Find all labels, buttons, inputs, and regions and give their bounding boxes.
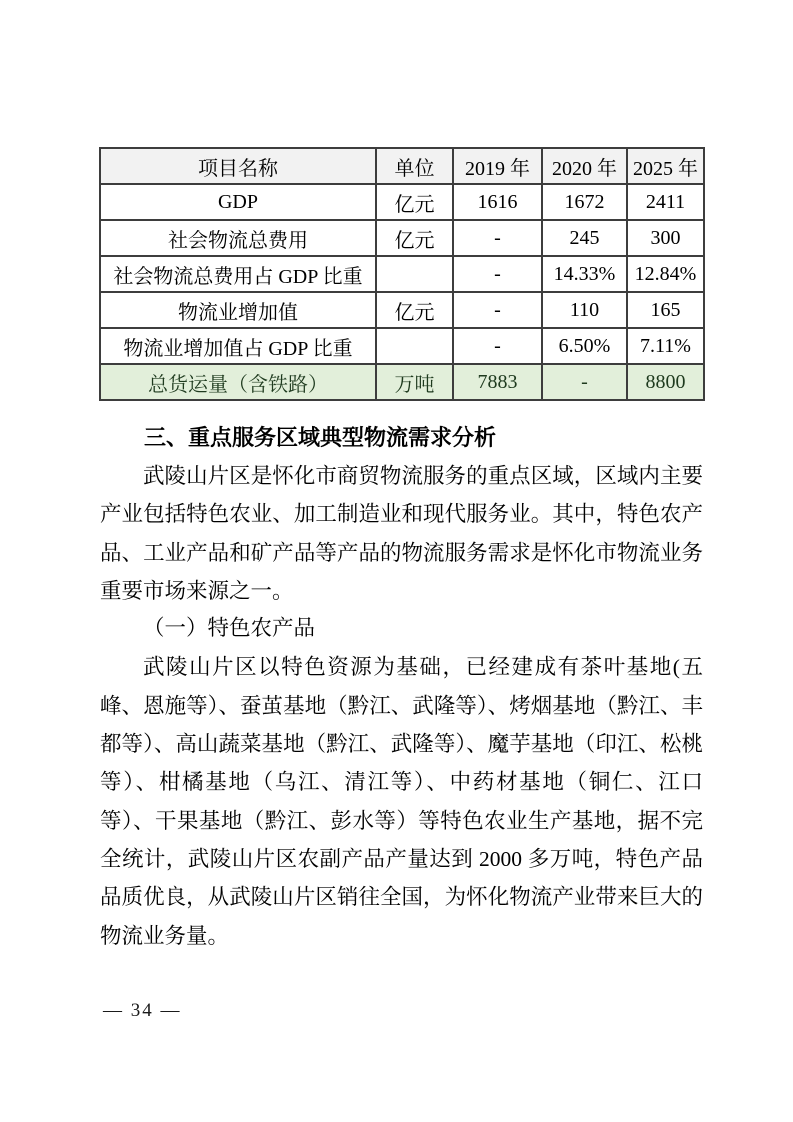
table-cell: 1616 [453, 184, 542, 220]
table-cell: 7883 [453, 364, 542, 400]
table-cell: 总货运量（含铁路） [100, 364, 376, 400]
table-row-total-freight-volume [100, 364, 704, 400]
table-cell: 12.84% [627, 256, 704, 292]
table-cell: 亿元 [376, 220, 453, 256]
table-cell [376, 328, 453, 364]
table-cell: 300 [627, 220, 704, 256]
table-row-logistics-added-value [100, 292, 704, 328]
table-cell: 7.11% [627, 328, 704, 364]
table-cell: 亿元 [376, 184, 453, 220]
document-body [100, 419, 703, 955]
logistics-indicator-table [99, 147, 705, 401]
paragraph-region-overview: 武陵山片区是怀化市商贸物流服务的重点区域，区域内主要产业包括特色农业、加工制造业和现代服务业。其中，特色农产品、工业产品和矿产品等产品的物流服务需求是怀化市物流业务重要市场来源之一。 [100, 464, 703, 603]
table-header-project-name: 项目名称 [100, 148, 376, 184]
table-row-added-value-gdp-ratio [100, 328, 704, 364]
subsection-heading-agricultural-products: （一）特色农产品 [143, 616, 316, 642]
table-header-row [100, 148, 704, 184]
table-cell: - [453, 292, 542, 328]
table-cell: - [453, 256, 542, 292]
table-cell: 110 [542, 292, 627, 328]
table-cell: - [542, 364, 627, 400]
table-cell: - [453, 220, 542, 256]
table-header-2019: 2019 年 [453, 148, 542, 184]
table-row-cost-gdp-ratio [100, 256, 704, 292]
table-cell: - [453, 328, 542, 364]
paragraph-agricultural-bases: 武陵山片区以特色资源为基础，已经建成有茶叶基地(五峰、恩施等）、蚕茧基地（黔江、武隆等）、烤烟基地（黔江、丰都等）、高山蔬菜基地（黔江、武隆等）、魔芋基地（印江、松桃等）、柑橘基地（乌江、清江等）、中药材基地（铜仁、江口等）、干果基地（黔江、彭水等）等特色农业生产基地，据不完全统计，武陵山片区农副产品产量达到 2000 多万吨，特色产品品质优良，从武陵山片区销往全国，为怀化物流产业带来巨大的物流业务量。 [100, 655, 703, 948]
table-cell: 物流业增加值占 GDP 比重 [100, 328, 376, 364]
table-header-unit: 单位 [376, 148, 453, 184]
table-cell: 6.50% [542, 328, 627, 364]
table-cell: 万吨 [376, 364, 453, 400]
page-number: — 34 — [103, 1000, 182, 1021]
table-cell: 165 [627, 292, 704, 328]
table-header-2025: 2025 年 [627, 148, 704, 184]
table-header-2020: 2020 年 [542, 148, 627, 184]
table-cell: 社会物流总费用占 GDP 比重 [100, 256, 376, 292]
table-cell: 2411 [627, 184, 704, 220]
table-cell [376, 256, 453, 292]
section-heading: 三、重点服务区域典型物流需求分析 [144, 425, 497, 450]
table-cell: 物流业增加值 [100, 292, 376, 328]
table-cell: 亿元 [376, 292, 453, 328]
table-cell: 245 [542, 220, 627, 256]
table-cell: 社会物流总费用 [100, 220, 376, 256]
table-cell: 1672 [542, 184, 627, 220]
table-cell: GDP [100, 184, 376, 220]
table-cell: 8800 [627, 364, 704, 400]
table-row-gdp [100, 184, 704, 220]
table-row-total-logistics-cost [100, 220, 704, 256]
table-cell: 14.33% [542, 256, 627, 292]
